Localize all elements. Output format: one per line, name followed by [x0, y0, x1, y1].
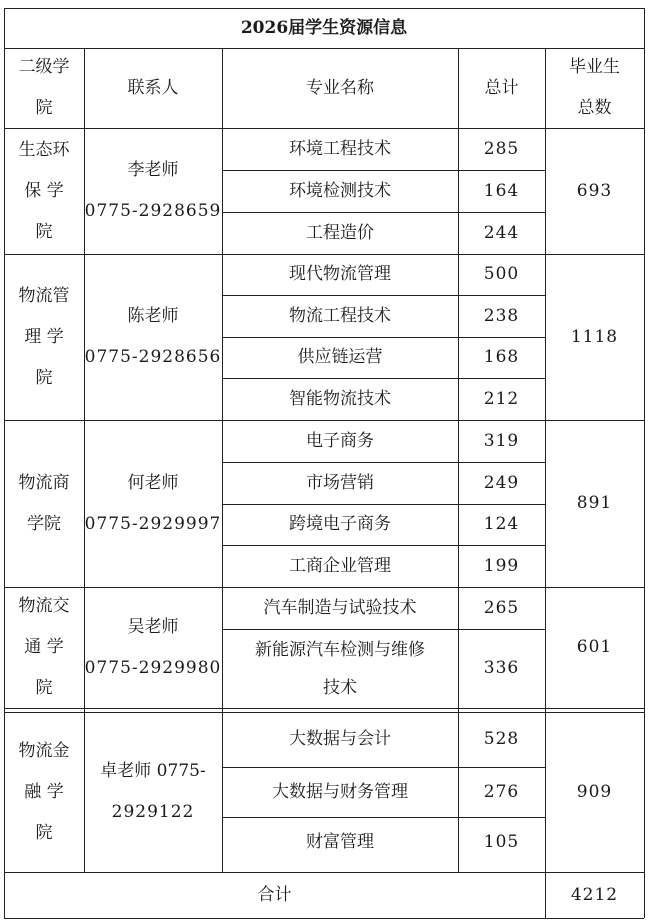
major-name: 大数据与会计 [289, 729, 391, 749]
graduates-total: 1118 [570, 326, 619, 347]
major-name: 工商企业管理 [289, 555, 391, 576]
major-name: 供应链运营 [297, 347, 383, 367]
row-divider [222, 504, 545, 505]
major-name: 环境检测技术 [289, 180, 391, 201]
college-cell [4, 254, 84, 420]
row-divider [222, 817, 545, 818]
college-name-line: 物流商 [18, 472, 70, 493]
major-count: 528 [483, 729, 520, 749]
contact-name: 陈老师 [127, 306, 179, 326]
row-divider [222, 378, 545, 379]
major-name: 现代物流管理 [289, 264, 391, 284]
major-name-line: 新能源汽车检测与维修 [255, 639, 425, 660]
major-name: 财富管理 [306, 832, 374, 852]
column-rule [222, 48, 223, 872]
row-divider [222, 295, 545, 296]
major-name: 大数据与财务管理 [272, 781, 408, 802]
college-name-line: 生态环 [18, 139, 70, 160]
major-count: 124 [483, 514, 520, 534]
college-name-line: 理 学 [24, 326, 64, 347]
major-count: 500 [483, 264, 520, 284]
college-name-line: 保 学 [24, 180, 64, 201]
major-count: 265 [483, 597, 520, 618]
college-cell [4, 128, 84, 254]
table-rule [4, 587, 644, 588]
row-divider [222, 170, 545, 171]
header-college-line2: 院 [35, 98, 53, 118]
major-count: 285 [483, 138, 520, 159]
major-count: 319 [483, 430, 520, 451]
contact-phone: 0775-2929980 [84, 657, 222, 678]
college-cell [4, 712, 84, 872]
column-rule [644, 8, 645, 918]
row-divider [222, 545, 545, 546]
table-rule [4, 420, 644, 421]
contact-phone: 0775-2929997 [84, 513, 222, 534]
header-college [4, 48, 84, 128]
major-count: 168 [483, 347, 520, 367]
row-divider [222, 629, 545, 630]
contact-phone: 2929122 [111, 802, 195, 822]
contact-phone: 0775-2928659 [84, 201, 222, 221]
college-name-line: 物流金 [18, 740, 70, 761]
table-rule [4, 918, 644, 919]
college-name-line: 物流管 [18, 285, 70, 306]
graduates-total: 693 [576, 180, 613, 201]
footer-label: 合计 [257, 884, 292, 905]
college-name-line: 院 [35, 367, 53, 388]
major-name: 汽车制造与试验技术 [263, 597, 417, 618]
graduates-total: 601 [576, 637, 613, 657]
header-contact: 联系人 [127, 77, 179, 98]
contact-cell [84, 587, 222, 708]
college-name-line: 通 学 [24, 637, 64, 657]
table-rule [4, 708, 644, 709]
contact-name: 李老师 [127, 160, 179, 180]
footer-total: 4212 [570, 884, 619, 905]
college-name-line: 物流交 [18, 596, 70, 616]
college-cell [4, 420, 84, 587]
row-divider [222, 462, 545, 463]
contact-cell [84, 420, 222, 587]
major-count: 105 [483, 832, 520, 852]
major-count: 276 [483, 781, 520, 802]
major-name: 跨境电子商务 [289, 514, 391, 534]
contact-cell [84, 254, 222, 420]
major-count: 336 [483, 658, 520, 678]
graduates-total: 891 [576, 493, 613, 513]
contact-phone: 0775-2928656 [84, 347, 222, 367]
table-title: 2026届学生资源信息 [240, 17, 408, 38]
row-divider [222, 212, 545, 213]
row-divider [222, 337, 545, 338]
graduates-total: 909 [576, 781, 613, 802]
header-graduates [545, 48, 644, 128]
table-rule [4, 254, 644, 255]
major-name: 工程造价 [306, 222, 374, 243]
column-rule [84, 48, 85, 872]
major-count: 212 [483, 388, 520, 409]
college-name-line: 院 [35, 822, 53, 843]
major-count: 164 [483, 180, 520, 201]
header-count: 总计 [484, 77, 519, 98]
major-name: 市场营销 [306, 472, 374, 493]
major-count: 199 [483, 555, 520, 576]
major-count: 249 [483, 472, 520, 493]
table-rule [4, 48, 644, 49]
column-rule [4, 8, 5, 918]
contact-name: 何老师 [127, 472, 179, 493]
major-name: 物流工程技术 [289, 305, 391, 326]
major-count: 244 [483, 222, 520, 243]
contact-cell [84, 712, 222, 872]
major-name: 智能物流技术 [289, 388, 391, 409]
college-name-line: 院 [35, 678, 53, 698]
college-name-line: 融 学 [24, 781, 64, 802]
major-count: 238 [483, 305, 520, 326]
column-rule [545, 48, 546, 918]
table-rule [4, 128, 644, 129]
contact-name: 卓老师 0775- [100, 761, 206, 781]
header-college-line1: 二级学 [18, 57, 70, 77]
header-graduates-line1: 毕业生 [569, 57, 620, 77]
major-name: 电子商务 [306, 430, 374, 451]
major-name: 环境工程技术 [289, 138, 391, 159]
table-rule [4, 8, 644, 9]
row-divider [222, 767, 545, 768]
table-rule [4, 712, 644, 713]
header-major: 专业名称 [306, 77, 374, 98]
major-name-line: 技术 [323, 677, 357, 698]
header-graduates-line2: 总数 [577, 98, 612, 118]
contact-cell [84, 128, 222, 254]
table-rule [4, 872, 644, 873]
contact-name: 吴老师 [127, 616, 179, 637]
column-rule [458, 48, 459, 872]
college-name-line: 院 [35, 221, 53, 242]
college-cell [4, 587, 84, 708]
major-name [222, 629, 458, 708]
college-name-line: 学院 [27, 513, 61, 534]
